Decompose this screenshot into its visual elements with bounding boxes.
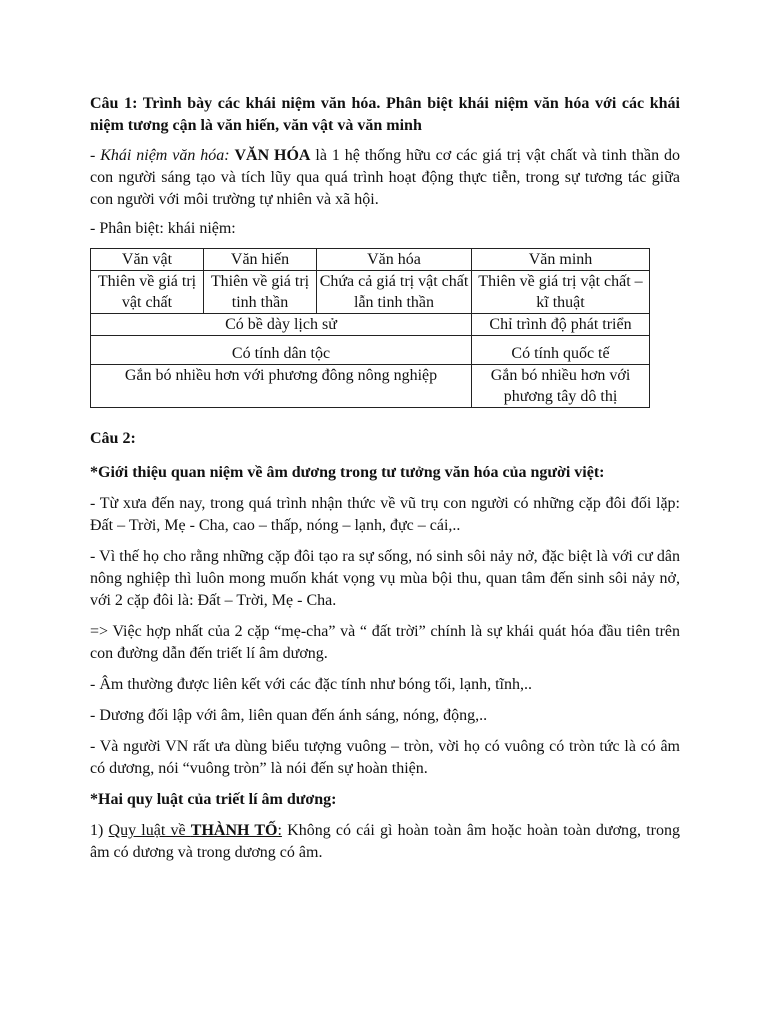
- paragraph: - Vì thế họ cho rằng những cặp đôi tạo ra sự sống, nó sinh sôi nảy nở, đặc biệt là với cư dân nông nghiệp thì luôn mong muốn khát vọng vụ mùa bội thu, quan tâm đến sinh sôi nảy nở, với 2 cặp đôi là: Đất – Trời, Mẹ - Cha.: [90, 548, 680, 609]
- definition-term: VĂN HÓA: [234, 147, 311, 164]
- table-row: [91, 336, 650, 365]
- law-1: [90, 820, 680, 864]
- table-header-row: [91, 249, 650, 271]
- law-1-label-text: Quy luật về: [108, 822, 191, 839]
- law-1-prefix: 1): [90, 822, 109, 839]
- paragraph: - Dương đối lập với âm, liên quan đến ánh sáng, nóng, động,..: [90, 707, 488, 724]
- table-row: [91, 271, 650, 314]
- question-1-title: Câu 1: Trình bày các khái niệm văn hóa. Phân biệt khái niệm văn hóa với các khái niệm tương cận là văn hiến, văn vật và văn minh: [90, 95, 680, 134]
- table-cell: Gắn bó nhiều hơn với phương đông nông nghiệp: [91, 365, 472, 408]
- table-cell: Có bề dày lịch sử: [91, 314, 472, 336]
- header-van-hien: Văn hiến: [204, 249, 317, 271]
- culture-definition: [90, 145, 680, 211]
- paragraph: - Và người VN rất ưa dùng biểu tượng vuông – tròn, vời họ có vuông có tròn tức là có âm có dương, nói “vuông tròn” là nói đến sự hoàn thiện.: [90, 738, 680, 777]
- definition-label: Khái niệm văn hóa:: [100, 147, 230, 164]
- law-1-label: [109, 822, 282, 839]
- header-van-minh: Văn minh: [472, 249, 650, 271]
- comparison-table: [90, 248, 650, 408]
- yin-yang-intro-heading: *Giới thiệu quan niệm về âm dương trong tư tưởng văn hóa của người việt:: [90, 464, 605, 481]
- table-cell: Gắn bó nhiều hơn với phương tây dô thị: [472, 365, 650, 408]
- paragraph: - Âm thường được liên kết với các đặc tính như bóng tối, lạnh, tĩnh,..: [90, 676, 532, 693]
- paragraph: => Việc hợp nhất của 2 cặp “mẹ-cha” và “ đất trời” chính là sự khái quát hóa đầu tiên trên con đường dẫn đến triết lí âm dương.: [90, 623, 680, 662]
- table-cell: Thiên về giá trị tinh thần: [204, 271, 317, 314]
- header-van-hoa: Văn hóa: [317, 249, 472, 271]
- law-1-text: Không có cái gì hoàn toàn âm hoặc hoàn toàn dương, trong âm có dương và trong dương có âm.: [90, 822, 681, 861]
- compare-intro: - Phân biệt: khái niệm:: [90, 220, 236, 237]
- laws-heading: *Hai quy luật của triết lí âm dương:: [90, 791, 337, 808]
- law-1-term: THÀNH TỐ: [190, 822, 278, 839]
- table-cell: Thiên về giá trị vật chất: [91, 271, 204, 314]
- table-cell: Thiên về giá trị vật chất – kĩ thuật: [472, 271, 650, 314]
- definition-text: là 1 hệ thống hữu cơ các giá trị vật chất và tinh thần do con người sáng tạo và tích lũy qua quá trình hoạt động thực tiễn, trong sự tương tác giữa con người với môi trường tự nhiên và xã hội.: [90, 147, 681, 208]
- table-row: [91, 365, 650, 408]
- law-1-colon: :: [277, 822, 282, 839]
- document-body: [90, 93, 680, 864]
- paragraph: - Từ xưa đến nay, trong quá trình nhận thức về vũ trụ con người có những cặp đôi đối lặp: Đất – Trời, Mẹ - Cha, cao – thấp, nóng – lạnh, đực – cái,..: [90, 495, 680, 534]
- definition-prefix: -: [90, 147, 101, 164]
- question-2-title: Câu 2:: [90, 430, 136, 447]
- header-van-vat: Văn vật: [91, 249, 204, 271]
- table-cell: Chứa cả giá trị vật chất lẫn tinh thần: [317, 271, 472, 314]
- table-row: [91, 314, 650, 336]
- table-cell: Chỉ trình độ phát triển: [472, 314, 650, 336]
- table-cell: Có tính quốc tế: [472, 336, 650, 365]
- table-cell: Có tính dân tộc: [91, 336, 472, 365]
